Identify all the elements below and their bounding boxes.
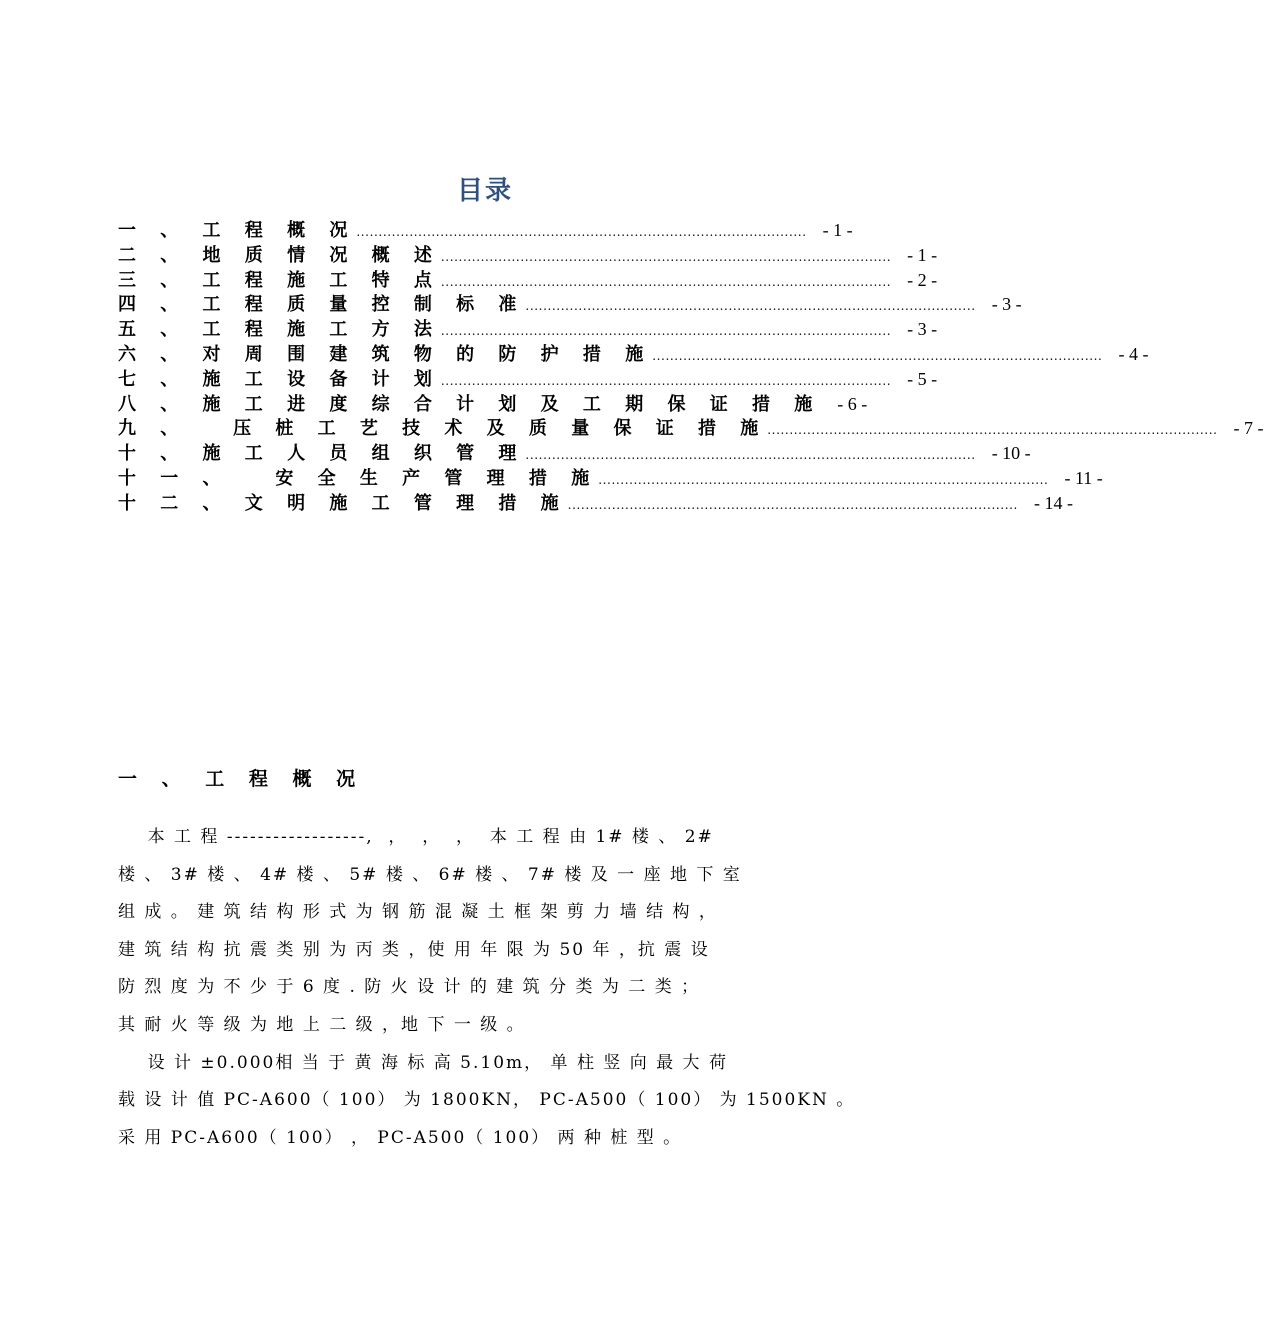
toc-entry[interactable] bbox=[118, 367, 938, 392]
toc-leader-dots: ...................................................................................................... bbox=[525, 299, 976, 314]
section-body bbox=[118, 819, 858, 1157]
toc-leader-dots: ...................................................................................................... bbox=[767, 423, 1218, 438]
toc-entry[interactable] bbox=[118, 416, 1264, 441]
paragraph-line: 防 烈 度 为 不 少 于 6 度 . 防 火 设 计 的 建 筑 分 类 为 二 类 ； bbox=[118, 977, 701, 998]
paragraph-line: 楼 、 3# 楼 、 4# 楼 、 5# 楼 、 6# 楼 、 7# 楼 及 一 座 地 下 室 bbox=[118, 864, 742, 885]
toc-leader-dots: ...................................................................................................... bbox=[440, 324, 892, 339]
toc-entry[interactable] bbox=[118, 441, 1031, 466]
toc-page-number: - 3 - bbox=[991, 294, 1022, 315]
toc-entry[interactable] bbox=[118, 342, 1149, 367]
toc-page-number: - 10 - bbox=[991, 443, 1031, 464]
toc-entry[interactable] bbox=[118, 292, 1022, 317]
toc-page-number: - 6 - bbox=[837, 393, 868, 414]
toc-page-number: - 1 - bbox=[907, 244, 938, 265]
paragraph-line: 采 用 PC-A600（ 100） ， PC-A500（ 100） 两 种 桩 型 。 bbox=[118, 1127, 683, 1148]
toc-entry-label: 七 、 施 工 设 备 计 划 bbox=[118, 368, 441, 390]
toc-entry-label: 四 、 工 程 质 量 控 制 标 准 bbox=[118, 294, 526, 316]
toc-leader-dots: ...................................................................................................... bbox=[567, 497, 1018, 512]
toc-entry-label: 二 、 地 质 情 况 概 述 bbox=[118, 244, 441, 266]
toc-entry[interactable] bbox=[118, 268, 938, 293]
toc-leader-dots: ...................................................................................................... bbox=[440, 373, 892, 388]
toc-entry[interactable] bbox=[118, 392, 868, 417]
toc-entry[interactable] bbox=[118, 218, 858, 243]
paragraph-line: 本 工 程 ------------------, ， ， ， 本 工 程 由 1# 楼 、 2# bbox=[118, 827, 714, 847]
toc-leader-dots: ...................................................................................................... bbox=[525, 448, 976, 463]
toc-entry-label: 六 、 对 周 围 建 筑 物 的 防 护 措 施 bbox=[118, 343, 653, 365]
toc-title: 目录 bbox=[456, 176, 513, 206]
toc-leader-dots: ...................................................................................................... bbox=[598, 472, 1049, 487]
toc-entry-label: 五 、 工 程 施 工 方 法 bbox=[118, 319, 441, 341]
paragraph-line: 载 设 计 值 PC-A600（ 100） 为 1800KN， PC-A500（ 100） 为 1500KN 。 bbox=[118, 1090, 856, 1111]
toc-entry-label: 十 一 、 安 全 生 产 管 理 措 施 bbox=[118, 467, 599, 489]
toc-page-number: - 4 - bbox=[1118, 343, 1149, 364]
paragraph-line: 组 成 。 建 筑 结 构 形 式 为 钢 筋 混 凝 土 框 架 剪 力 墙 结 构 ， bbox=[118, 902, 718, 923]
toc-leader-dots: ...................................................................................................... bbox=[440, 274, 892, 289]
toc-entry[interactable] bbox=[118, 491, 1073, 516]
toc-entry-label: 十 二 、 文 明 施 工 管 理 措 施 bbox=[118, 492, 568, 514]
toc-page-number: - 1 - bbox=[822, 220, 853, 240]
paragraph-line: 建 筑 结 构 抗 震 类 别 为 丙 类 ，使 用 年 限 为 50 年 ，抗 震 设 bbox=[118, 939, 710, 960]
paragraph-line: 设 计 ±0.000相 当 于 黄 海 标 高 5.10m， 单 柱 竖 向 最 大 荷 bbox=[118, 1052, 728, 1073]
toc-page-number: - 11 - bbox=[1064, 467, 1103, 488]
table-of-contents bbox=[118, 218, 1264, 516]
paragraph-line: 其 耐 火 等 级 为 地 上 二 级 ，地 下 一 级 。 bbox=[118, 1014, 526, 1035]
toc-entry-label: 三 、 工 程 施 工 特 点 bbox=[118, 269, 441, 291]
toc-page-number: - 7 - bbox=[1233, 418, 1264, 439]
toc-page-number: - 3 - bbox=[907, 319, 938, 340]
toc-entry-label: 十 、 施 工 人 员 组 织 管 理 bbox=[118, 443, 526, 465]
toc-entry-label: 八 、 施 工 进 度 综 合 计 划 及 工 期 保 证 措 施 bbox=[118, 393, 822, 415]
toc-page-number: - 14 - bbox=[1033, 492, 1073, 513]
toc-entry-label: 九 、 压 桩 工 艺 技 术 及 质 量 保 证 措 施 bbox=[118, 418, 768, 440]
toc-leader-dots: ...................................................................................................... bbox=[356, 225, 807, 239]
toc-entry[interactable] bbox=[118, 243, 938, 268]
toc-entry[interactable] bbox=[118, 317, 938, 342]
toc-page-number: - 2 - bbox=[907, 269, 938, 290]
toc-leader-dots: ...................................................................................................... bbox=[652, 348, 1103, 363]
toc-page-number: - 5 - bbox=[907, 368, 938, 389]
section-heading: 一 、 工 程 概 况 bbox=[118, 768, 365, 790]
toc-entry[interactable] bbox=[118, 466, 1103, 491]
toc-entry-label: 一 、 工 程 概 况 bbox=[118, 220, 357, 241]
toc-leader-dots: ...................................................................................................... bbox=[440, 249, 892, 264]
